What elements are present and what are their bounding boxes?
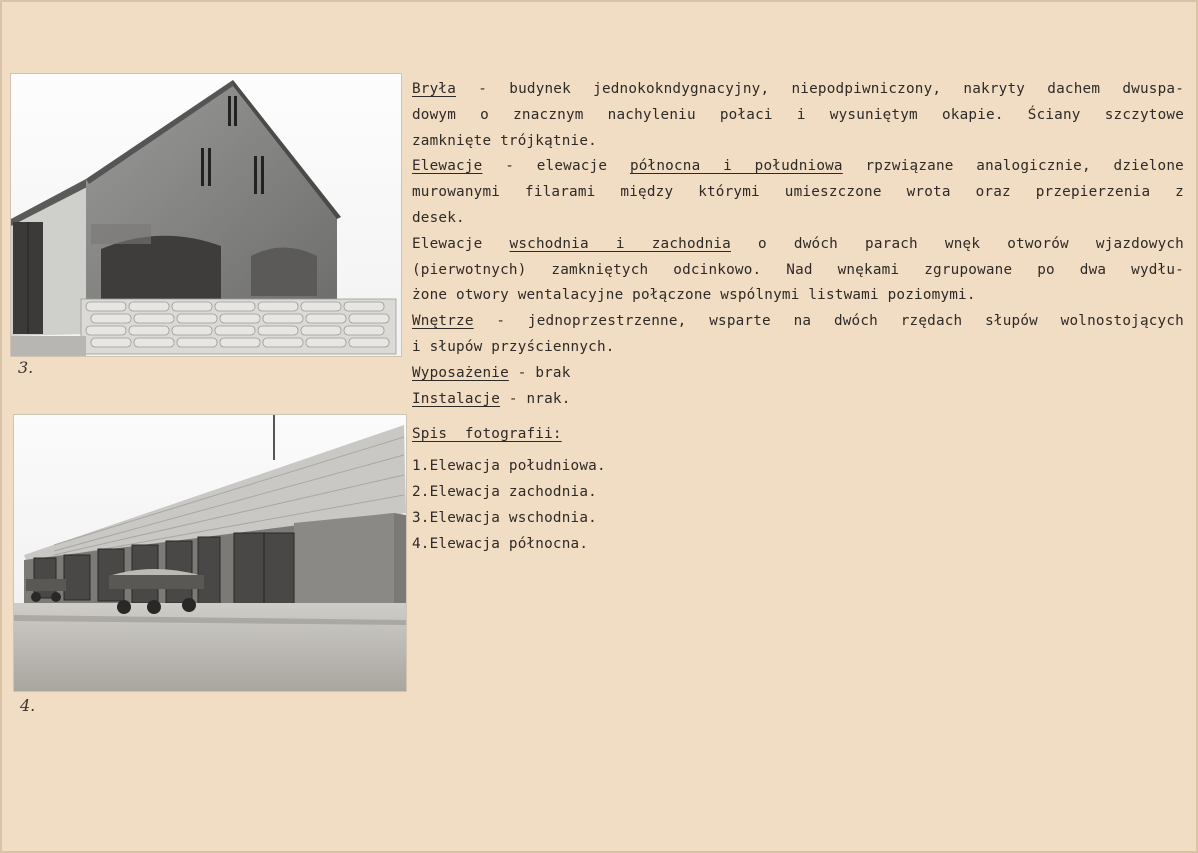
photo-list-item: 4.Elewacja północna.: [412, 535, 589, 552]
instalacje-line: Instalacje - nrak.: [412, 390, 571, 407]
elewacje-ew-line-3: żone otwory wentalacyjne połączone wspólnymi listwami poziomymi.: [412, 287, 976, 304]
elewacje-line-3: desek.: [412, 209, 465, 226]
instalacje-label: Instalacje: [412, 390, 501, 407]
photo-north-elevation: [13, 414, 407, 692]
wnetrze-line-1: Wnętrze - jednoprzestrzenne, wsparte na dwóch rzędach słupów wolnostojących: [412, 313, 1184, 330]
description-text: [412, 77, 1184, 557]
wnetrze-label: Wnętrze: [412, 313, 474, 330]
photo-number-3: 3.: [18, 358, 34, 377]
bryla-line-2: dowym o znacznym nachyleniu połaci i wysuniętym okapie. Ściany szczytowe: [412, 106, 1184, 123]
photo-list-item: 3.Elewacja wschodnia.: [412, 509, 597, 526]
photo-east-elevation: [10, 73, 402, 357]
bryla-label: Bryła: [412, 81, 457, 97]
photo-list-item: 1.Elewacja południowa.: [412, 458, 606, 475]
wyposazenie-label: Wyposażenie: [412, 364, 509, 381]
bryla-line-3: zamknięte trójkątnie.: [412, 132, 597, 149]
bryla-line-1: Bryła - budynek jednokokndygnacyjny, niepodpiwniczony, nakryty dachem dwuspa-: [412, 81, 1184, 97]
wnetrze-line-2: i słupów przyściennych.: [412, 338, 615, 355]
elewacje-label: Elewacje: [412, 158, 483, 175]
elewacje-ew-line-1: Elewacje wschodnia i zachodnia o dwóch parach wnęk otworów wjazdowych: [412, 235, 1184, 252]
photo-list-heading: Spis fotografii:: [412, 426, 562, 443]
wyposazenie-line: Wyposażenie - brak: [412, 364, 571, 381]
photo-list-item: 2.Elewacja zachodnia.: [412, 483, 597, 500]
elewacje-line-2: murowanymi filarami między którymi umieszczone wrota oraz przepierzenia z: [412, 184, 1184, 201]
photo-number-4: 4.: [20, 696, 36, 715]
elewacje-line-1: Elewacje - elewacje północna i południowa rpzwiązane analogicznie, dzielone: [412, 158, 1184, 175]
elewacje-ew-line-2: (pierwotnych) zamkniętych odcinkowo. Nad wnękami zgrupowane po dwa wydłu-: [412, 261, 1184, 278]
